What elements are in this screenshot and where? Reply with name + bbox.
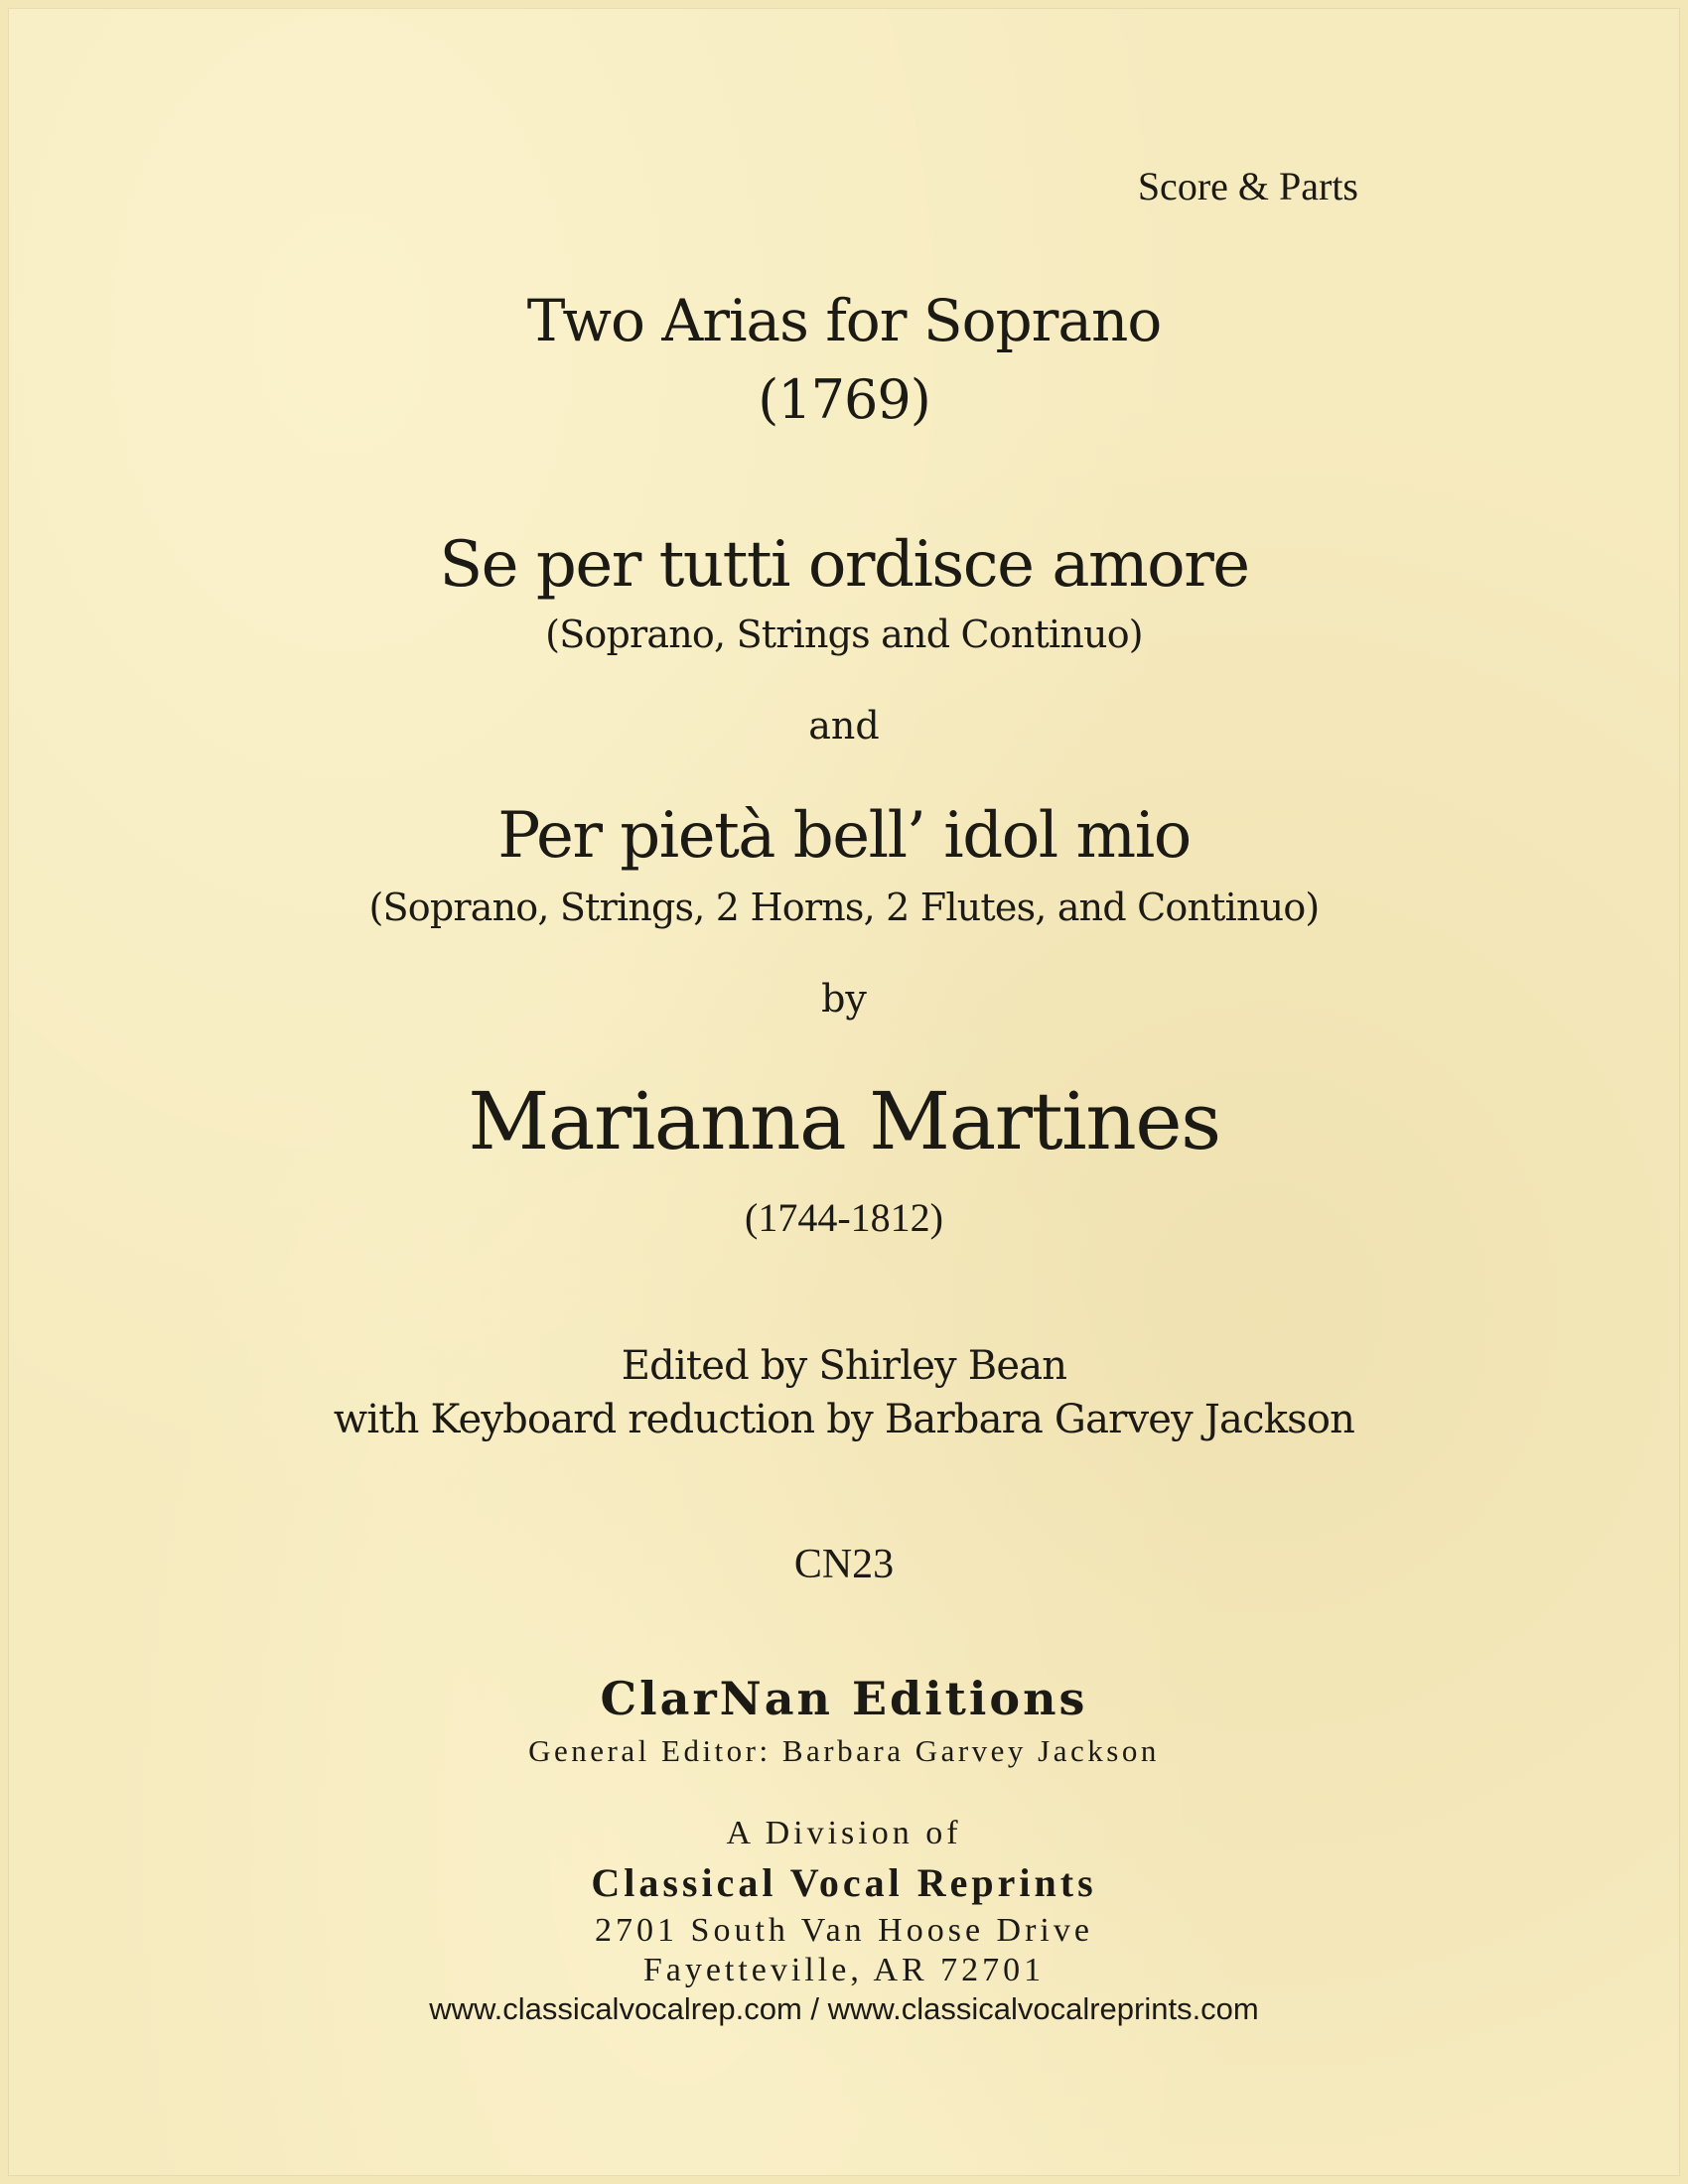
aria1-scoring: (Soprano, Strings and Continuo): [545, 613, 1143, 656]
parent-publisher: Classical Vocal Reprints: [591, 1860, 1097, 1905]
work-title: Two Arias for Soprano: [526, 287, 1162, 354]
work-year: (1769): [758, 368, 930, 431]
keyboard-credit: with Keyboard reduction by Barbara Garvey Jackson: [333, 1397, 1355, 1442]
by-label: by: [821, 977, 867, 1021]
catalog-number: CN23: [793, 1542, 895, 1587]
division-of-label: A Division of: [726, 1815, 962, 1851]
score-parts-label: Score & Parts: [1137, 164, 1358, 208]
aria2-scoring: (Soprano, Strings, 2 Horns, 2 Flutes, and Continuo): [368, 886, 1320, 929]
publisher-name: ClarNan Editions: [600, 1672, 1088, 1725]
conjunction-and: and: [808, 704, 880, 748]
city-address: Fayetteville, AR 72701: [642, 1952, 1046, 1988]
composer-name: Marianna Martines: [468, 1075, 1220, 1167]
general-editor: General Editor: Barbara Garvey Jackson: [528, 1733, 1160, 1768]
editor-credit: Edited by Shirley Bean: [621, 1343, 1067, 1389]
aria1-title: Se per tutti ordisce amore: [439, 528, 1249, 602]
aria2-title: Per pietà bell’ idol mio: [497, 799, 1191, 873]
street-address: 2701 South Van Hoose Drive: [595, 1912, 1093, 1949]
website-urls: www.classicalvocalrep.com / www.classicalvocalreprints.com: [429, 1991, 1259, 2026]
composer-dates: (1744-1812): [745, 1195, 943, 1240]
